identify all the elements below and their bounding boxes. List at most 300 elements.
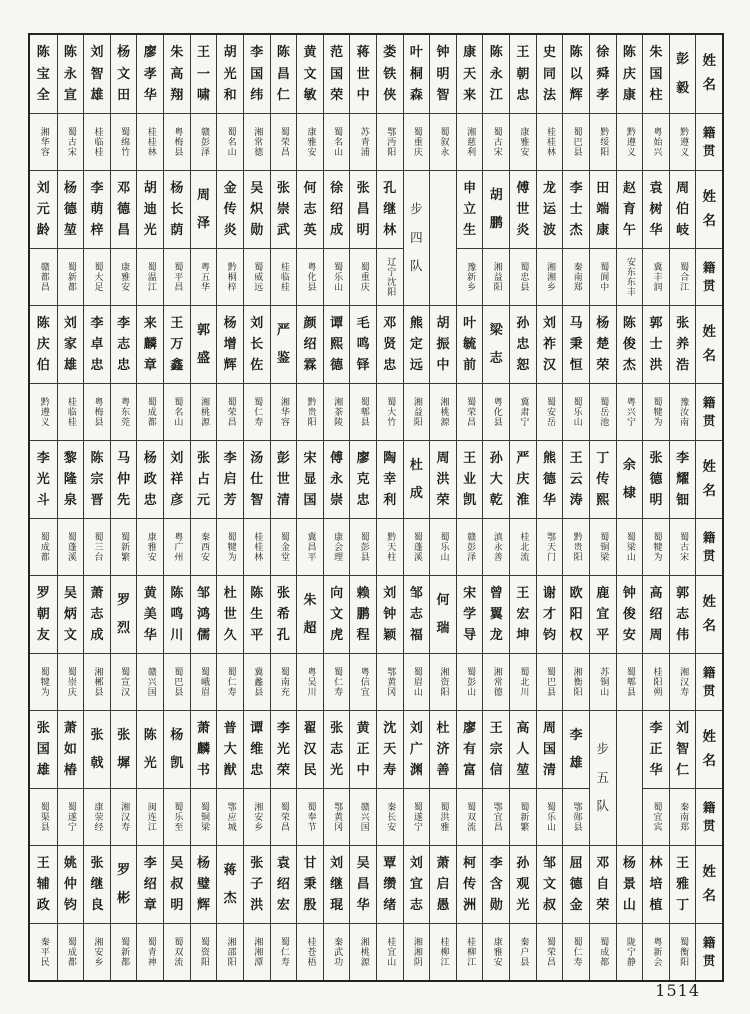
name-cell: 林 培 植 — [642, 845, 669, 923]
name-cell: 甘 秉 殷 — [296, 845, 323, 923]
name-cell: 蒋 世 中 — [349, 35, 376, 113]
place-cell: 粤信宜 — [349, 653, 376, 710]
place-cell: 鄂黄冈 — [323, 788, 350, 845]
place-cell: 蜀衡阳 — [669, 923, 696, 980]
name-cell: 李 绍 章 — [136, 845, 163, 923]
place-cell: 蜀巴县 — [163, 653, 190, 710]
place-cell: 湘华容 — [270, 383, 297, 440]
place-cell: 康雅安 — [296, 113, 323, 170]
header-name-cell: 姓 名 — [695, 710, 722, 788]
place-cell: 黔桐梓 — [216, 248, 243, 305]
name-cell: 陈 宝 全 — [36, 45, 50, 103]
name-cell: 丁 传 熙 — [589, 440, 616, 518]
name-cell: 陈 永 宣 — [57, 35, 84, 113]
name-cell: 孙 大 乾 — [482, 440, 509, 518]
place-cell: 湘桃源 — [429, 383, 456, 440]
name-cell: 杨 增 辉 — [216, 305, 243, 383]
name-cell: 杨 长 荫 — [163, 170, 190, 248]
place-cell: 蜀宜宾 — [642, 788, 669, 845]
place-cell: 蜀梁山 — [616, 518, 643, 575]
blank-cell — [429, 170, 456, 305]
name-cell: 高 绍 周 — [642, 575, 669, 653]
name-cell: 颜 绍 霖 — [296, 305, 323, 383]
name-cell: 陈 昌 仁 — [270, 35, 297, 113]
name-cell: 刘 广 渊 — [403, 710, 430, 788]
place-cell: 粤化县 — [482, 383, 509, 440]
place-cell: 桂桂林 — [243, 518, 270, 575]
place-cell: 黔贵阳 — [562, 518, 589, 575]
place-cell: 蜀新繁 — [509, 788, 536, 845]
place-cell: 鄂宜昌 — [482, 788, 509, 845]
roster-band — [30, 845, 722, 980]
place-cell: 蜀重庆 — [349, 248, 376, 305]
name-cell: 蒋 杰 — [216, 845, 243, 923]
place-cell: 蜀资阳 — [190, 923, 217, 980]
place-cell: 粤广州 — [163, 518, 190, 575]
place-cell: 蜀荣昌 — [456, 383, 483, 440]
place-cell: 康荥经 — [83, 788, 110, 845]
name-cell: 孙 忠 恕 — [509, 305, 536, 383]
place-cell: 湘益阳 — [403, 383, 430, 440]
place-cell: 蜀乐至 — [163, 788, 190, 845]
name-cell: 张 墀 — [110, 710, 137, 788]
place-cell: 湘桃源 — [349, 923, 376, 980]
place-cell: 蜀峨眉 — [190, 653, 217, 710]
place-cell: 赣都昌 — [30, 248, 57, 305]
name-cell: 熊 德 华 — [536, 440, 563, 518]
name-cell: 王 业 凯 — [456, 440, 483, 518]
name-cell: 李 光 荣 — [270, 710, 297, 788]
place-cell: 康雅安 — [110, 248, 137, 305]
name-cell: 严 鉴 — [270, 305, 297, 383]
place-cell: 赣兴国 — [349, 788, 376, 845]
place-cell: 蜀忠县 — [509, 248, 536, 305]
place-cell: 蜀岳池 — [589, 383, 616, 440]
name-cell: 高 人 堃 — [509, 710, 536, 788]
name-cell: 周 洪 荣 — [429, 440, 456, 518]
name-cell: 申 立 生 — [456, 170, 483, 248]
place-cell: 湘安乡 — [83, 923, 110, 980]
place-cell: 蜀宣汉 — [110, 653, 137, 710]
roster-band — [30, 170, 722, 305]
place-cell: 辽宁沈阳 — [376, 248, 403, 305]
name-cell: 陈 庆 伯 — [30, 305, 57, 383]
name-cell: 黄 文 敏 — [296, 35, 323, 113]
place-cell: 蜀青神 — [136, 923, 163, 980]
place-cell: 蜀荣昌 — [216, 383, 243, 440]
header-name-cell: 姓 名 — [695, 575, 722, 653]
place-cell: 蜀铜梁 — [589, 518, 616, 575]
place-cell: 陇宁静 — [616, 923, 643, 980]
place-cell: 蜀仁寿 — [562, 923, 589, 980]
place-cell: 豫新乡 — [456, 248, 483, 305]
place-cell: 蜀威远 — [243, 248, 270, 305]
place-cell: 桂桂林 — [136, 113, 163, 170]
place-cell: 桂柳江 — [456, 923, 483, 980]
name-cell: 邹 文 叔 — [536, 845, 563, 923]
name-cell: 屈 德 金 — [562, 845, 589, 923]
name-cell: 李 正 华 — [642, 710, 669, 788]
place-cell: 蜀南充 — [270, 653, 297, 710]
place-cell: 蜀新都 — [110, 923, 137, 980]
place-cell: 秦西安 — [190, 518, 217, 575]
place-cell: 蜀阆中 — [589, 248, 616, 305]
place-cell: 粤新会 — [642, 923, 669, 980]
name-cell: 汤 仕 智 — [243, 440, 270, 518]
place-cell: 鄂沔阳 — [376, 113, 403, 170]
name-cell: 刘 祚 汉 — [536, 305, 563, 383]
roster-band — [30, 575, 722, 710]
place-cell: 黔天柱 — [376, 518, 403, 575]
place-cell: 秦平民 — [30, 923, 57, 980]
place-cell: 蜀犍为 — [216, 518, 243, 575]
roster-band — [30, 440, 722, 575]
place-cell: 蜀遂宁 — [403, 788, 430, 845]
name-cell: 陶 幸 利 — [376, 440, 403, 518]
name-cell: 刘 智 雄 — [83, 35, 110, 113]
place-cell: 滇永善 — [482, 518, 509, 575]
name-cell: 李 萌 梓 — [83, 170, 110, 248]
name-cell: 徐 绍 成 — [323, 170, 350, 248]
header-place-cell: 籍 贯 — [695, 923, 722, 980]
name-cell: 李 耀 钿 — [669, 440, 696, 518]
name-cell: 鹿 宜 平 — [589, 575, 616, 653]
place-cell: 鄂黄冈 — [376, 653, 403, 710]
place-cell: 湘汉寿 — [110, 788, 137, 845]
name-cell: 刘 钟 颖 — [376, 575, 403, 653]
place-cell: 冀肃宁 — [509, 383, 536, 440]
name-cell: 邓 贤 忠 — [376, 305, 403, 383]
place-cell: 蜀仁寿 — [243, 383, 270, 440]
name-cell: 张 崇 武 — [270, 170, 297, 248]
header-place-cell: 籍 贯 — [695, 518, 722, 575]
name-cell: 袁 绍 宏 — [270, 845, 297, 923]
place-cell: 湘常德 — [243, 113, 270, 170]
place-cell: 湘衡阳 — [562, 653, 589, 710]
name-cell: 普 大 猷 — [216, 710, 243, 788]
name-cell: 杨 文 田 — [110, 35, 137, 113]
name-cell: 邹 鸿 儒 — [190, 575, 217, 653]
name-cell: 孔 继 林 — [376, 170, 403, 248]
name-cell: 马 仲 先 — [110, 440, 137, 518]
name-cell: 黄 正 中 — [349, 710, 376, 788]
place-cell: 桂北流 — [509, 518, 536, 575]
place-cell: 湘益阳 — [482, 248, 509, 305]
header-name-cell: 姓 名 — [695, 305, 722, 383]
name-cell: 廖 有 富 — [456, 710, 483, 788]
name-cell: 钟 俊 安 — [616, 575, 643, 653]
name-cell: 梁 志 — [482, 305, 509, 383]
place-cell: 蜀合江 — [669, 248, 696, 305]
name-cell: 陈 以 辉 — [562, 35, 589, 113]
name-cell: 萧 麟 书 — [190, 710, 217, 788]
name-cell: 陈 生 平 — [243, 575, 270, 653]
place-cell: 蜀成都 — [136, 383, 163, 440]
name-cell: 张 子 洪 — [243, 845, 270, 923]
place-cell: 蜀新都 — [57, 248, 84, 305]
place-cell: 苏青浦 — [349, 113, 376, 170]
name-cell: 田 端 康 — [589, 170, 616, 248]
name-cell: 杨 德 堃 — [57, 170, 84, 248]
name-cell: 曾 翼 龙 — [482, 575, 509, 653]
page-number: 1514 — [655, 981, 700, 1000]
name-cell: 廖 克 忠 — [349, 440, 376, 518]
place-cell: 蜀仁寿 — [323, 653, 350, 710]
place-cell: 蜀彭县 — [349, 518, 376, 575]
place-cell: 蜀成都 — [30, 518, 57, 575]
place-cell: 桂临桂 — [270, 248, 297, 305]
name-cell: 黄 美 华 — [136, 575, 163, 653]
place-cell: 蜀古宋 — [57, 113, 84, 170]
place-cell: 蜀仁寿 — [270, 923, 297, 980]
place-cell: 赣兴国 — [136, 653, 163, 710]
place-cell: 粤吴川 — [296, 653, 323, 710]
name-cell: 彭 世 清 — [270, 440, 297, 518]
place-cell: 桂柳江 — [429, 923, 456, 980]
header-place-cell: 籍 贯 — [695, 383, 722, 440]
name-cell: 吴 昌 华 — [349, 845, 376, 923]
place-cell: 桂阳朔 — [642, 653, 669, 710]
place-cell: 冀昌平 — [296, 518, 323, 575]
place-cell: 蜀犍为 — [642, 518, 669, 575]
roster-band — [30, 710, 722, 845]
name-cell: 毛 鸣 铎 — [349, 305, 376, 383]
place-cell: 桂桂林 — [536, 113, 563, 170]
name-cell: 李 士 杰 — [562, 170, 589, 248]
name-cell: 杜 成 — [403, 440, 430, 518]
name-cell: 傅 世 炎 — [509, 170, 536, 248]
place-cell: 赣彭泽 — [190, 113, 217, 170]
name-cell: 彭 毅 — [669, 35, 696, 113]
name-cell: 欧 阳 权 — [562, 575, 589, 653]
name-cell: 柯 传 洲 — [456, 845, 483, 923]
place-cell: 湘邵阳 — [216, 923, 243, 980]
place-cell: 蜀巴县 — [562, 113, 589, 170]
name-cell: 刘 家 雄 — [57, 305, 84, 383]
name-cell: 姚 仲 钧 — [57, 845, 84, 923]
name-cell: 陈 俊 杰 — [616, 305, 643, 383]
place-cell: 蜀温江 — [136, 248, 163, 305]
name-cell: 刘 长 佐 — [243, 305, 270, 383]
place-cell: 蜀双流 — [456, 788, 483, 845]
name-cell: 周 国 清 — [536, 710, 563, 788]
place-cell: 湘桃源 — [190, 383, 217, 440]
name-cell: 朱 高 翔 — [163, 35, 190, 113]
place-cell: 蜀蓬溪 — [57, 518, 84, 575]
place-cell: 蜀新繁 — [110, 518, 137, 575]
name-cell: 谢 才 钧 — [536, 575, 563, 653]
place-cell: 鄂郧县 — [562, 788, 589, 845]
name-cell: 廖 孝 华 — [136, 35, 163, 113]
name-cell: 李 卓 忠 — [83, 305, 110, 383]
name-cell: 来 麟 章 — [136, 305, 163, 383]
name-cell: 刘 元 龄 — [30, 170, 57, 248]
place-cell: 粤梅县 — [83, 383, 110, 440]
name-cell: 罗 烈 — [110, 575, 137, 653]
place-cell: 蜀荣昌 — [536, 923, 563, 980]
name-cell: 萧 启 愚 — [429, 845, 456, 923]
place-cell: 蜀乐山 — [562, 383, 589, 440]
header-place-cell: 籍 贯 — [695, 113, 722, 170]
name-cell: 张 德 明 — [642, 440, 669, 518]
name-cell: 陈 庆 康 — [616, 35, 643, 113]
header-name-cell: 姓 名 — [695, 170, 722, 248]
name-cell: 宋 学 导 — [456, 575, 483, 653]
place-cell: 湘汉寿 — [669, 653, 696, 710]
place-cell: 湘华容 — [30, 113, 57, 170]
name-cell: 李 启 芳 — [216, 440, 243, 518]
place-cell: 蜀大竹 — [376, 383, 403, 440]
roster-band — [30, 305, 722, 440]
place-cell: 康雅安 — [136, 518, 163, 575]
place-cell: 黔遵义 — [30, 383, 57, 440]
unit-divider-cell: 步 四 队 — [403, 170, 430, 305]
place-cell: 蜀北川 — [509, 653, 536, 710]
roster-band — [30, 35, 722, 170]
name-cell: 范 国 荣 — [323, 35, 350, 113]
name-cell: 罗 朝 友 — [30, 575, 57, 653]
place-cell: 蜀眉山 — [403, 653, 430, 710]
place-cell: 蜀成都 — [57, 923, 84, 980]
place-cell: 蜀铜梁 — [190, 788, 217, 845]
place-cell: 豫汝南 — [669, 383, 696, 440]
place-cell: 蜀古宋 — [669, 518, 696, 575]
place-cell: 蜀三台 — [83, 518, 110, 575]
header-place-cell: 籍 贯 — [695, 248, 722, 305]
place-cell: 蜀乐山 — [323, 248, 350, 305]
name-cell: 袁 树 华 — [642, 170, 669, 248]
name-cell: 娄 铁 侠 — [376, 35, 403, 113]
name-cell: 钟 明 智 — [429, 35, 456, 113]
name-cell: 马 秉 恒 — [562, 305, 589, 383]
name-cell: 吴 叔 明 — [163, 845, 190, 923]
header-name-cell: 姓 名 — [695, 35, 722, 113]
name-cell: 王 朝 忠 — [509, 35, 536, 113]
name-cell: 朱 超 — [296, 575, 323, 653]
place-cell: 蜀乐山 — [536, 788, 563, 845]
place-cell: 湘湘阴 — [403, 923, 430, 980]
name-cell: 陈 宗 晋 — [83, 440, 110, 518]
name-cell: 刘 宜 志 — [403, 845, 430, 923]
name-cell: 赖 鹏 程 — [349, 575, 376, 653]
name-cell: 李 雄 — [562, 710, 589, 788]
place-cell: 鄂天门 — [536, 518, 563, 575]
name-cell: 杨 楚 荣 — [589, 305, 616, 383]
place-cell: 粤化县 — [296, 248, 323, 305]
place-cell: 蜀蓬溪 — [403, 518, 430, 575]
name-cell: 杨 政 忠 — [136, 440, 163, 518]
name-cell: 沈 天 寿 — [376, 710, 403, 788]
place-cell: 秦武功 — [323, 923, 350, 980]
name-cell: 康 天 来 — [456, 35, 483, 113]
place-cell: 闽连江 — [136, 788, 163, 845]
place-cell: 粤兴宁 — [616, 383, 643, 440]
place-cell: 蜀仁寿 — [216, 653, 243, 710]
name-cell: 吴 炳 文 — [57, 575, 84, 653]
name-cell: 向 文 虎 — [323, 575, 350, 653]
place-cell: 苏铜山 — [589, 653, 616, 710]
name-cell: 萧 如 椿 — [57, 710, 84, 788]
place-cell: 蜀巴县 — [536, 653, 563, 710]
name-cell: 李 国 纬 — [243, 35, 270, 113]
name-cell: 张 国 雄 — [30, 710, 57, 788]
name-cell: 杜 世 久 — [216, 575, 243, 653]
name-cell: 张 戟 — [83, 710, 110, 788]
place-cell: 秦南郑 — [562, 248, 589, 305]
place-cell: 湘慈利 — [456, 113, 483, 170]
place-cell: 湘湘潭 — [243, 923, 270, 980]
name-cell: 傅 永 崇 — [323, 440, 350, 518]
name-cell: 叶 毓 前 — [456, 305, 483, 383]
place-cell: 赣彭泽 — [456, 518, 483, 575]
name-cell: 吴 炽 勋 — [243, 170, 270, 248]
name-cell: 张 希 孔 — [270, 575, 297, 653]
place-cell: 湘常德 — [482, 653, 509, 710]
place-cell: 桂宜山 — [376, 923, 403, 980]
name-cell: 张 继 良 — [83, 845, 110, 923]
place-cell: 蜀安岳 — [536, 383, 563, 440]
place-cell: 蜀郫县 — [616, 653, 643, 710]
place-cell: 蜀大足 — [83, 248, 110, 305]
unit-divider-cell: 步 五 队 — [589, 710, 616, 845]
name-cell: 赵 育 午 — [616, 170, 643, 248]
name-cell: 李 光 斗 — [30, 440, 57, 518]
name-cell: 张 养 浩 — [669, 305, 696, 383]
place-cell: 湘资阳 — [429, 653, 456, 710]
place-cell: 蜀奉节 — [296, 788, 323, 845]
name-cell: 朱 国 柱 — [642, 35, 669, 113]
header-name-cell: 姓 名 — [695, 440, 722, 518]
place-cell: 康雅安 — [509, 113, 536, 170]
name-cell: 金 传 炎 — [216, 170, 243, 248]
place-cell: 秦长安 — [376, 788, 403, 845]
name-cell: 张 昌 明 — [349, 170, 376, 248]
name-cell: 邓 德 昌 — [110, 170, 137, 248]
place-cell: 黔贵阳 — [296, 383, 323, 440]
place-cell: 湘安乡 — [243, 788, 270, 845]
place-cell: 蜀重庆 — [403, 113, 430, 170]
place-cell: 蜀名山 — [216, 113, 243, 170]
name-cell: 王 宏 坤 — [509, 575, 536, 653]
place-cell: 冀丰润 — [642, 248, 669, 305]
name-cell: 史 同 法 — [536, 35, 563, 113]
place-cell: 安东东丰 — [616, 248, 643, 305]
place-cell: 蜀古宋 — [482, 113, 509, 170]
place-cell: 蜀荣昌 — [270, 788, 297, 845]
place-cell: 蜀双流 — [163, 923, 190, 980]
name-cell: 周 泽 — [190, 170, 217, 248]
name-cell: 邹 志 福 — [403, 575, 430, 653]
name-cell: 刘 祥 彦 — [163, 440, 190, 518]
place-cell: 粤梅县 — [163, 113, 190, 170]
place-cell: 康雅安 — [482, 923, 509, 980]
place-cell: 桂临桂 — [57, 383, 84, 440]
place-cell: 蜀崇庆 — [57, 653, 84, 710]
name-cell: 余 棣 — [616, 440, 643, 518]
name-cell: 王 雅 丁 — [669, 845, 696, 923]
name-cell: 陈 光 — [136, 710, 163, 788]
name-cell: 李 含 勋 — [482, 845, 509, 923]
place-cell: 康会理 — [323, 518, 350, 575]
place-cell: 鄂应城 — [216, 788, 243, 845]
place-cell: 蜀渠县 — [30, 788, 57, 845]
name-cell: 何 瑞 — [429, 575, 456, 653]
name-cell: 郭 士 洪 — [642, 305, 669, 383]
name-cell: 何 志 英 — [296, 170, 323, 248]
name-cell: 王 云 涛 — [562, 440, 589, 518]
place-cell: 蜀乐山 — [429, 518, 456, 575]
header-place-cell: 籍 贯 — [695, 788, 722, 845]
